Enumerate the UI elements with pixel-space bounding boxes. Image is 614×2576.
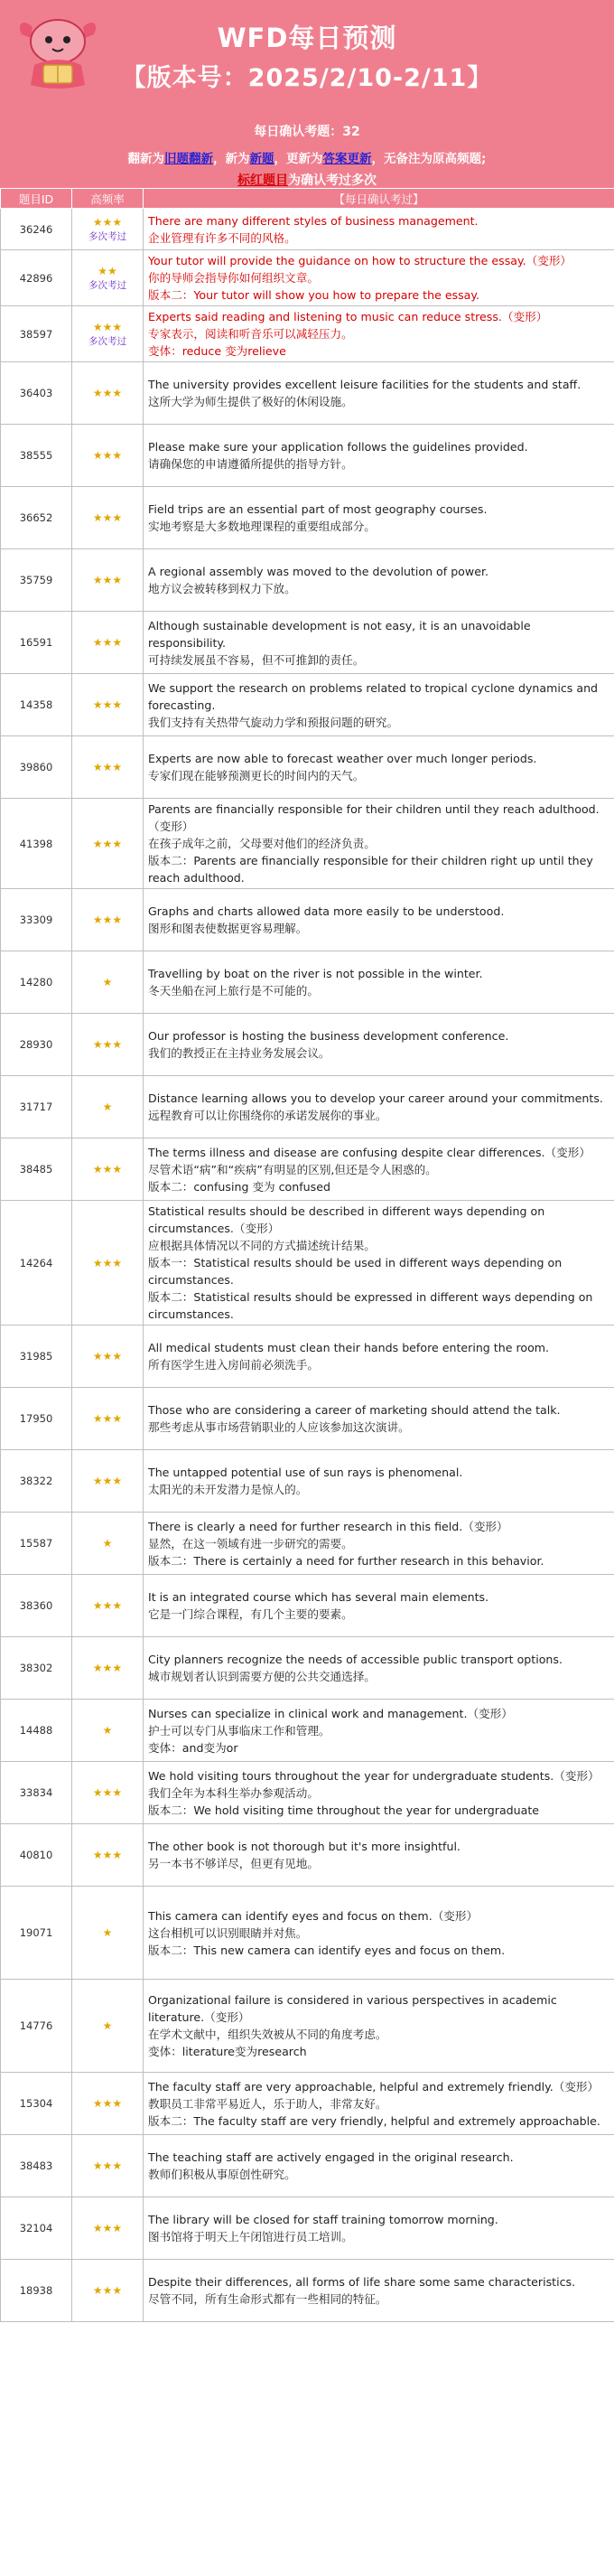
frequency-stars-icon: ★★★ (92, 1350, 123, 1363)
question-id: 38597 (1, 306, 72, 362)
chinese-translation: 请确保您的申请遵循所提供的指导方针。 (148, 457, 353, 471)
english-sentence: There are many different styles of business management. (148, 213, 479, 228)
table-row (1, 1980, 614, 2073)
table-row (1, 1824, 614, 1887)
frequency-cell (72, 2197, 144, 2260)
legend-note: 翻新为旧题翻新，新为新题，更新为答案更新，无备注为原高频题; (127, 152, 487, 166)
chinese-translation: 应根据具体情况以不同的方式描述统计结果。 (148, 1239, 376, 1252)
question-id: 33834 (1, 1762, 72, 1824)
table-header-row (1, 189, 614, 209)
frequency-stars-icon: ★★★ (92, 2222, 123, 2234)
frequency-cell (72, 362, 144, 425)
variant-note: 版本一：Statistical results should be used in different ways depending on circumstances. (148, 1256, 563, 1287)
variant-note: 变体：literature变为research (148, 2045, 307, 2058)
question-id: 42896 (1, 250, 72, 306)
frequency-cell (72, 1887, 144, 1980)
frequency-cell (72, 1076, 144, 1138)
frequency-stars-icon: ★ (102, 976, 113, 988)
question-cell (144, 549, 614, 612)
table-row (1, 549, 614, 612)
question-cell (144, 889, 614, 951)
frequency-stars-icon: ★★★ (92, 1412, 123, 1425)
chinese-translation: 尽管不同，所有生命形式都有一些相同的特征。 (148, 2292, 387, 2306)
question-id: 18938 (1, 2260, 72, 2322)
question-cell (144, 2073, 614, 2135)
question-id: 31985 (1, 1325, 72, 1388)
frequency-cell (72, 1450, 144, 1513)
frequency-stars-icon: ★★★ (92, 636, 123, 649)
variant-note: 变体：reduce 变为relieve (148, 344, 286, 358)
frequency-cell (72, 487, 144, 549)
frequency-cell (72, 425, 144, 487)
table-row (1, 362, 614, 425)
english-sentence: The university provides excellent leisure facilities for the students and staff. (148, 378, 581, 391)
frequency-stars-icon: ★★★ (92, 1475, 123, 1487)
question-cell (144, 425, 614, 487)
chinese-translation: 护士可以专门从事临床工作和管理。 (148, 1723, 330, 1738)
question-id: 14358 (1, 674, 72, 736)
question-id: 38485 (1, 1138, 72, 1201)
frequency-cell (72, 1824, 144, 1887)
table-row (1, 1637, 614, 1700)
question-table (0, 188, 614, 2322)
question-cell (144, 2197, 614, 2260)
frequency-stars-icon: ★★★ (92, 320, 123, 333)
table-row (1, 2197, 614, 2260)
table-row (1, 1700, 614, 1762)
question-cell (144, 1325, 614, 1388)
variant-note: 版本二：confusing 变为 confused (148, 1179, 330, 1194)
question-id: 15587 (1, 1513, 72, 1575)
variant-note: 变体：and变为or (148, 1740, 238, 1755)
question-cell (144, 1575, 614, 1637)
question-id: 17950 (1, 1388, 72, 1450)
chinese-translation: 图形和图表使数据更容易理解。 (148, 922, 308, 935)
frequency-cell (72, 1575, 144, 1637)
table-row (1, 1201, 614, 1325)
english-sentence: The terms illness and disease are confusing despite clear differences.（变形） (148, 1145, 591, 1159)
chinese-translation: 这台相机可以识别眼睛并对焦。 (148, 1925, 308, 1940)
header-banner (0, 0, 614, 188)
english-sentence: There is clearly a need for further research in this field.（变形） (148, 1519, 508, 1533)
chinese-translation: 图书馆将于明天上午闭馆进行员工培训。 (148, 2230, 353, 2243)
frequency-stars-icon: ★★ (98, 264, 117, 277)
question-id: 16591 (1, 612, 72, 674)
english-sentence: All medical students must clean their hands before entering the room. (148, 1341, 550, 1354)
question-cell (144, 1637, 614, 1700)
frequency-cell (72, 1637, 144, 1700)
chinese-translation: 冬天坐船在河上旅行是不可能的。 (148, 984, 319, 998)
question-id: 28930 (1, 1014, 72, 1076)
table-row (1, 951, 614, 1014)
english-sentence: A regional assembly was moved to the devolution of power. (148, 565, 488, 578)
question-id: 32104 (1, 2197, 72, 2260)
table-row (1, 612, 614, 674)
question-id: 41398 (1, 799, 72, 889)
question-cell (144, 2135, 614, 2197)
frequency-stars-icon: ★ (102, 1101, 113, 1113)
frequency-cell (72, 1138, 144, 1201)
question-cell (144, 1388, 614, 1450)
frequency-cell (72, 1762, 144, 1824)
english-sentence: Your tutor will provide the guidance on how to structure the essay.（变形） (148, 254, 572, 267)
chinese-translation: 我们全年为本科生举办参观活动。 (148, 1785, 319, 1800)
table-row (1, 674, 614, 736)
frequency-cell (72, 209, 144, 250)
col-header-frequency: 高频率 (72, 189, 144, 209)
english-sentence: The teaching staff are actively engaged in the original research. (148, 2150, 514, 2164)
frequency-cell (72, 250, 144, 306)
frequency-stars-icon: ★★★ (92, 1599, 123, 1612)
frequency-stars-icon: ★★★ (92, 1038, 123, 1051)
question-id: 38483 (1, 2135, 72, 2197)
english-sentence: Please make sure your application follows the guidelines provided. (148, 440, 528, 454)
question-id: 14488 (1, 1700, 72, 1762)
chinese-translation: 它是一门综合课程，有几个主要的要素。 (148, 1607, 353, 1621)
table-row (1, 736, 614, 799)
frequency-cell (72, 612, 144, 674)
version-label: 【版本号：2025/2/10-2/11】 (121, 64, 493, 92)
chinese-translation: 地方议会被转移到权力下放。 (148, 582, 296, 595)
table-row (1, 1513, 614, 1575)
chinese-translation: 我们的教授正在主持业务发展会议。 (148, 1046, 330, 1060)
frequency-cell (72, 1325, 144, 1388)
table-row (1, 1138, 614, 1201)
frequency-stars-icon: ★★★ (92, 215, 123, 229)
english-sentence: Statistical results should be described in different ways depending on circumstances.（变形） (148, 1204, 545, 1235)
frequency-stars-icon: ★★★ (92, 913, 123, 926)
question-cell (144, 1762, 614, 1824)
question-cell (144, 2260, 614, 2322)
frequency-stars-icon: ★★★ (92, 387, 123, 399)
table-row (1, 2073, 614, 2135)
question-cell (144, 1014, 614, 1076)
col-header-question: 【每日确认考过】 (144, 189, 614, 209)
chinese-translation: 显然，在这一领域有进一步研究的需要。 (148, 1536, 353, 1550)
table-row (1, 1575, 614, 1637)
english-sentence: Field trips are an essential part of most geography courses. (148, 502, 488, 516)
question-cell (144, 362, 614, 425)
question-cell (144, 306, 614, 362)
frequency-stars-icon: ★★★ (92, 574, 123, 586)
frequency-stars-icon: ★★★ (92, 511, 123, 524)
table-row (1, 799, 614, 889)
frequency-cell (72, 1201, 144, 1325)
question-id: 33309 (1, 889, 72, 951)
question-cell (144, 1700, 614, 1762)
frequency-stars-icon: ★★★ (92, 761, 123, 773)
table-row (1, 487, 614, 549)
frequency-stars-icon: ★★★ (92, 1662, 123, 1674)
question-cell (144, 1513, 614, 1575)
question-cell (144, 1980, 614, 2073)
variant-note: 版本二：We hold visiting time throughout the year for undergraduate (148, 1803, 540, 1817)
frequency-cell (72, 736, 144, 799)
frequency-cell (72, 1014, 144, 1076)
english-sentence: It is an integrated course which has several main elements. (148, 1590, 489, 1604)
question-cell (144, 487, 614, 549)
chinese-translation: 实地考察是大多数地理课程的重要组成部分。 (148, 520, 376, 533)
question-id: 36652 (1, 487, 72, 549)
chinese-translation: 在学术文献中，组织失效被从不同的角度考虑。 (148, 2028, 387, 2041)
chinese-translation: 教师们积极从事原创性研究。 (148, 2168, 296, 2181)
frequency-cell (72, 1980, 144, 2073)
table-row (1, 2135, 614, 2197)
question-id: 39860 (1, 736, 72, 799)
english-sentence: Despite their differences, all forms of life share some same characteristics. (148, 2275, 576, 2289)
variant-note: 版本二：There is certainly a need for further research in this behavior. (148, 1553, 544, 1568)
variant-note: 版本二：Parents are financially responsible for their children right up until they reach adulthood. (148, 854, 593, 885)
table-row (1, 889, 614, 951)
english-sentence: We hold visiting tours throughout the year for undergraduate students.（变形） (148, 1768, 600, 1783)
chinese-translation: 教职员工非常平易近人，乐于助人，非常友好。 (148, 2096, 387, 2111)
question-cell (144, 799, 614, 889)
english-sentence: Distance learning allows you to develop your career around your commitments. (148, 1091, 603, 1105)
frequency-stars-icon: ★★★ (92, 2097, 123, 2110)
english-sentence: Graphs and charts allowed data more easily to be understood. (148, 904, 505, 918)
english-sentence: The other book is not thorough but it's more insightful. (148, 1840, 460, 1853)
multi-tested-badge: 多次考过 (88, 279, 126, 291)
page-title: WFD每日预测 (217, 23, 397, 53)
frequency-cell (72, 549, 144, 612)
frequency-cell (72, 2135, 144, 2197)
english-sentence: Organizational failure is considered in various perspectives in academic literature.（变形） (148, 1993, 557, 2024)
chinese-translation: 企业管理有许多不同的风格。 (148, 230, 296, 245)
english-sentence: Although sustainable development is not easy, it is an unavoidable responsibility. (148, 618, 531, 650)
variant-note: 版本二：This new camera can identify eyes and focus on them. (148, 1943, 506, 1957)
question-id: 38360 (1, 1575, 72, 1637)
table-row (1, 1388, 614, 1450)
question-id: 38555 (1, 425, 72, 487)
question-cell (144, 612, 614, 674)
frequency-cell (72, 2260, 144, 2322)
table-row (1, 250, 614, 306)
question-cell (144, 1138, 614, 1201)
question-id: 36246 (1, 209, 72, 250)
variant-note: 版本二：Your tutor will show you how to prepare the essay. (148, 288, 480, 302)
question-cell (144, 1450, 614, 1513)
question-id: 36403 (1, 362, 72, 425)
chinese-translation: 远程教育可以让你围绕你的承诺发展你的事业。 (148, 1109, 387, 1122)
question-cell (144, 674, 614, 736)
chinese-translation: 所有医学生进入房间前必须洗手。 (148, 1358, 319, 1372)
col-header-id: 题目ID (1, 189, 72, 209)
chinese-translation: 那些考虑从事市场营销职业的人应该参加这次演讲。 (148, 1420, 410, 1434)
red-legend-note: 标红题目为确认考过多次 (237, 173, 377, 188)
question-cell (144, 736, 614, 799)
frequency-stars-icon: ★★★ (92, 2159, 123, 2172)
question-id: 40810 (1, 1824, 72, 1887)
frequency-cell (72, 1700, 144, 1762)
frequency-stars-icon: ★★★ (92, 1786, 123, 1799)
question-id: 14776 (1, 1980, 72, 2073)
frequency-stars-icon: ★★★ (92, 837, 123, 850)
table-row (1, 306, 614, 362)
question-id: 38322 (1, 1450, 72, 1513)
frequency-stars-icon: ★ (102, 1926, 113, 1939)
frequency-cell (72, 799, 144, 889)
frequency-cell (72, 1513, 144, 1575)
english-sentence: Parents are financially responsible for their children until they reach adulthood.（变形） (148, 802, 600, 833)
frequency-stars-icon: ★★★ (92, 1163, 123, 1176)
frequency-cell (72, 889, 144, 951)
english-sentence: We support the research on problems related to tropical cyclone dynamics and forecasting. (148, 680, 599, 712)
table-row (1, 2260, 614, 2322)
english-sentence: The faculty staff are very approachable, helpful and extremely friendly.（变形） (148, 2079, 600, 2094)
frequency-stars-icon: ★ (102, 1537, 113, 1550)
question-id: 14280 (1, 951, 72, 1014)
chinese-translation: 这所大学为师生提供了极好的休闲设施。 (148, 395, 353, 408)
table-row (1, 1076, 614, 1138)
question-id: 19071 (1, 1887, 72, 1980)
frequency-stars-icon: ★★★ (92, 1849, 123, 1861)
table-row (1, 1014, 614, 1076)
frequency-stars-icon: ★★★ (92, 698, 123, 711)
daily-count: 每日确认考题：32 (254, 125, 360, 139)
table-row (1, 1325, 614, 1388)
chinese-translation: 专家表示，阅读和听音乐可以减轻压力。 (148, 327, 353, 341)
table-row (1, 1450, 614, 1513)
frequency-cell (72, 2073, 144, 2135)
chinese-translation: 可持续发展虽不容易，但不可推卸的责任。 (148, 652, 365, 667)
table-row (1, 1762, 614, 1824)
table-row (1, 209, 614, 250)
variant-note: 版本二：Statistical results should be expressed in different ways depending on circumstances. (148, 1290, 593, 1321)
english-sentence: Experts said reading and listening to music can reduce stress.（变形） (148, 310, 548, 323)
question-id: 31717 (1, 1076, 72, 1138)
frequency-stars-icon: ★★★ (92, 449, 123, 462)
chinese-translation: 城市规划者认识到需要方便的公共交通选择。 (148, 1670, 376, 1683)
frequency-stars-icon: ★★★ (92, 2284, 123, 2297)
english-sentence: Those who are considering a career of marketing should attend the talk. (148, 1403, 561, 1417)
english-sentence: Our professor is hosting the business development conference. (148, 1029, 509, 1043)
english-sentence: Travelling by boat on the river is not possible in the winter. (148, 967, 483, 980)
chinese-translation: 另一本书不够详尽，但更有见地。 (148, 1857, 319, 1870)
question-cell (144, 1201, 614, 1325)
variant-note: 版本二：The faculty staff are very friendly, helpful and extremely approachable. (148, 2113, 600, 2128)
question-cell (144, 1887, 614, 1980)
table-row (1, 425, 614, 487)
chinese-translation: 专家们现在能够预测更长的时间内的天气。 (148, 769, 365, 782)
multi-tested-badge: 多次考过 (88, 335, 126, 347)
frequency-stars-icon: ★ (102, 2019, 113, 2032)
chinese-translation: 在孩子成年之前，父母要对他们的经济负责。 (148, 837, 376, 850)
english-sentence: The untapped potential use of sun rays is phenomenal. (148, 1466, 463, 1479)
chinese-translation: 尽管术语“病”和“疾病”有明显的区别,但还是令人困惑的。 (148, 1162, 437, 1176)
english-sentence: Experts are now able to forecast weather over much longer periods. (148, 752, 537, 765)
question-id: 14264 (1, 1201, 72, 1325)
english-sentence: City planners recognize the needs of accessible public transport options. (148, 1653, 563, 1666)
multi-tested-badge: 多次考过 (88, 230, 126, 242)
english-sentence: The library will be closed for staff training tomorrow morning. (148, 2213, 498, 2226)
chinese-translation: 你的导师会指导你如何组织文章。 (148, 271, 319, 285)
question-cell (144, 250, 614, 306)
chinese-translation: 我们支持有关热带气旋动力学和预报问题的研究。 (148, 715, 399, 729)
english-sentence: Nurses can specialize in clinical work and management.（变形） (148, 1706, 513, 1720)
frequency-cell (72, 1388, 144, 1450)
frequency-stars-icon: ★★★ (92, 1256, 123, 1269)
table-row (1, 1887, 614, 1980)
question-id: 35759 (1, 549, 72, 612)
frequency-cell (72, 674, 144, 736)
question-cell (144, 1824, 614, 1887)
question-cell (144, 951, 614, 1014)
question-cell (144, 209, 614, 250)
english-sentence: This camera can identify eyes and focus on them.（变形） (148, 1908, 479, 1923)
chinese-translation: 太阳光的未开发潜力是惊人的。 (148, 1483, 308, 1496)
question-id: 15304 (1, 2073, 72, 2135)
frequency-cell (72, 306, 144, 362)
frequency-stars-icon: ★ (102, 1724, 113, 1737)
frequency-cell (72, 951, 144, 1014)
question-id: 38302 (1, 1637, 72, 1700)
question-cell (144, 1076, 614, 1138)
